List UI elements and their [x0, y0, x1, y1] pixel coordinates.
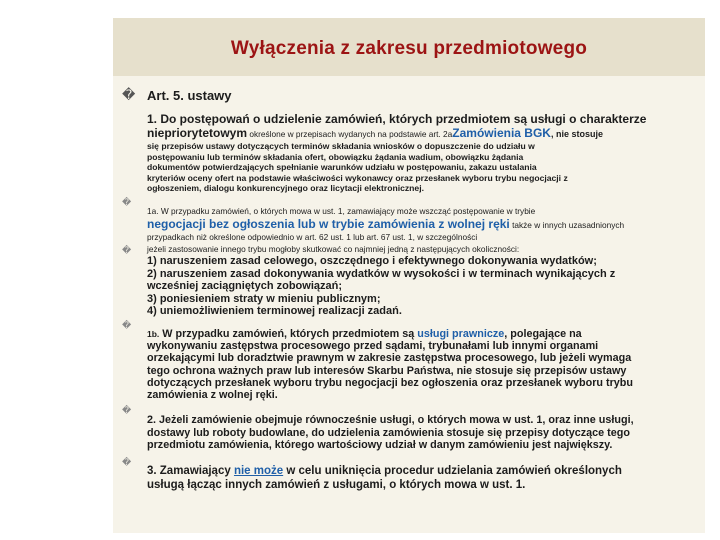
slide-title: Wyłączenia z zakresu przedmiotowego — [230, 38, 588, 59]
p1b-after: , polegające na — [504, 328, 582, 340]
p2-line: przedmiotu zamówienia, którego wartościowy udział w danym zamówieniu jest największy. — [147, 439, 613, 451]
condition-item: 3) poniesieniem straty w mieniu publicznym; — [147, 292, 381, 305]
p2-line: dostawy lub roboty budowlane, do udzielenia zamówienia stosuje się przepisy dotyczące tego — [147, 426, 630, 439]
p1a-neg: negocjacji bez ogłoszenia lub w trybie zamówienia z wolnej ręki — [147, 217, 510, 231]
condition-item: 1) naruszeniem zasad celowego, oszczędnego i efektywnego dokonywania wydatków; — [147, 255, 597, 267]
p1b-body-line: zamówienia z wolnej ręki. — [147, 389, 278, 402]
p1a-line1: 1a. W przypadku zamówień, o których mowa w ust. 1, zamawiający może wszcząć postępowanie w trybie — [147, 206, 536, 216]
paragraph-1 — [147, 112, 695, 194]
condition-item: wcześniej zaciągniętych zobowiązań; — [147, 280, 342, 292]
bullet-icon: � — [122, 88, 136, 103]
slide-header — [113, 18, 705, 76]
p3-line2: usługą łącząc innych zamówień z usługami, o których mowa w ust. 1. — [147, 478, 526, 491]
p1b-body-line: wykonywaniu zastępstwa procesowego przed sądami, trybunałami lub innymi organami — [147, 340, 599, 353]
p1b-body-line: dotyczących przesłanek wyboru trybu negocjacji bez ogłoszenia oraz przesłanek wyboru trybu — [147, 376, 633, 389]
p1-body-line: kryteriów oceny ofert na podstawie właściwości wykonawcy oraz przesłanek wyboru trybu negocjacji z — [147, 172, 568, 183]
paragraph-2 — [147, 414, 695, 452]
bullet-icon: � — [122, 321, 132, 331]
paragraph-3 — [147, 465, 695, 492]
p1a-neg-tail: także w innych uzasadnionych — [509, 220, 625, 230]
p1b-num: 1b. — [147, 329, 160, 339]
condition-item: 4) uniemożliwieniem terminowej realizacji zadań. — [147, 305, 402, 317]
p1-body-line: się przepisów ustawy dotyczących terminów składania wniosków o dopuszczenie do udziału w — [147, 141, 535, 151]
p1-line2 — [147, 126, 695, 141]
p1b-lead: W przypadku zamówień, których przedmiotem są — [159, 328, 418, 340]
p1b-line1 — [147, 328, 695, 340]
p2-line: 2. Jeżeli zamówienie obejmuje równocześnie usługi, o których mowa w ust. 1, oraz inne usługi, — [147, 414, 634, 426]
p1-mid: określone w przepisach wydanych na podstawie art. 2a — [247, 129, 453, 139]
p1b-body-line: tego ochrona ważnych praw lub interesów Skarbu Państwa, nie stosuje się przepisów ustawy — [147, 364, 627, 377]
paragraph-1b — [147, 328, 695, 401]
p3-link[interactable]: nie może — [233, 465, 284, 477]
p1b-link[interactable]: usługi prawnicze — [417, 328, 505, 340]
p3-line1 — [147, 465, 695, 479]
conditions — [147, 244, 695, 318]
p1a-line3: przypadkach niż określone odpowiednio w art. 62 ust. 1 lub art. 67 ust. 1, w szczególności — [147, 232, 478, 242]
p1-body-line: ogłoszeniem, dialogu konkurencyjnego oraz licytacji elektronicznej. — [147, 183, 424, 193]
p3-after: w celu uniknięcia procedur udzielania zamówień określonych — [283, 465, 622, 477]
article-heading: Art. 5. ustawy — [147, 88, 232, 103]
bullet-icon: � — [122, 246, 132, 256]
condition-item: 2) naruszeniem zasad dokonywania wydatków w wysokości i w terminach wynikających z — [147, 267, 616, 280]
paragraph-1a — [147, 206, 695, 243]
p1b-body-line: orzekającymi lub doradztwie prawnym w zakresie zastępstwa procesowego, lub jeżeli wymaga — [147, 352, 632, 365]
p1-body-line: postępowaniu lub terminów składania ofert, obowiązku żądania wadium, obowiązku żądania — [147, 151, 524, 162]
p1-term: niepriorytetowym — [147, 126, 248, 140]
p1-body-line: dokumentów potwierdzających spełnianie warunków udziału w postępowaniu, zakazu ustalania — [147, 162, 537, 172]
slide-frame — [113, 18, 705, 533]
p1-tail: , nie stosuje — [550, 129, 603, 139]
p1a-line2 — [147, 217, 695, 232]
bullet-icon: � — [122, 198, 132, 208]
p1-body — [147, 141, 695, 194]
p1-bgk: Zamówienia BGK — [452, 126, 551, 140]
p3-lead: 3. Zamawiający — [147, 465, 234, 477]
bullet-icon: � — [122, 406, 132, 416]
conditions-list — [147, 255, 695, 318]
conditions-intro: jeżeli zastosowanie innego trybu mogłoby skutkować co najmniej jedną z następujących okoliczności: — [147, 244, 520, 254]
p1-lead: 1. Do postępowań o udzielenie zamówień, których przedmiotem są usługi o charakterze — [147, 112, 647, 126]
bullet-icon: � — [122, 458, 132, 468]
